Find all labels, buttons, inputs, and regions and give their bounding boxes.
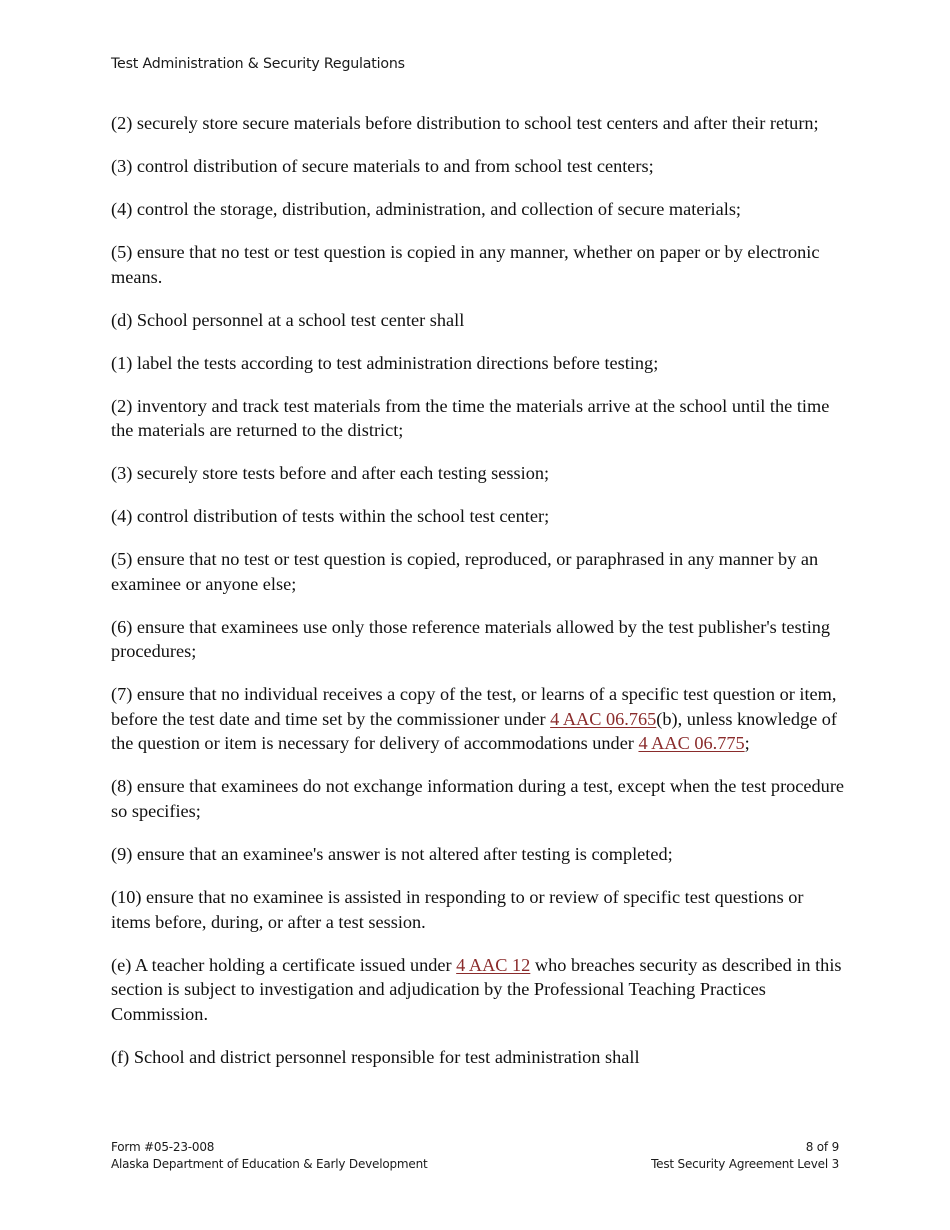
section-heading-d: (d) School personnel at a school test center shall	[111, 309, 465, 330]
paragraph-text: (b), unless knowledge of the question or item is necessary for delivery of accommodations under	[111, 708, 838, 754]
document-body	[111, 111, 846, 1088]
section-heading-f: (f) School and district personnel responsible for test administration shall	[111, 1046, 640, 1067]
paragraph: (5) ensure that no test or test question is copied in any manner, whether on paper or by electronic means.	[111, 241, 820, 287]
regulation-link-4-aac-06-775[interactable]: 4 AAC 06.775	[638, 733, 745, 754]
paragraph-text: ;	[744, 733, 750, 754]
paragraph: (4) control the storage, distribution, administration, and collection of secure materials;	[111, 198, 742, 219]
paragraph: (8) ensure that examinees do not exchange information during a test, except when the test procedure so specifies;	[111, 776, 845, 821]
paragraph: (1) label the tests according to test administration directions before testing;	[111, 352, 659, 373]
paragraph: (2) inventory and track test materials from the time the materials arrive at the school until the time the materials are returned to the district;	[111, 395, 830, 441]
paragraph: (2) securely store secure materials before distribution to school test centers and after their return;	[111, 113, 819, 133]
paragraph: (4) control distribution of tests within the school test center;	[111, 506, 550, 527]
paragraph-text: who breaches security as described in this section is subject to investigation and adjudication by the Professional Teaching Practices Commission.	[111, 954, 842, 1024]
footer-right	[651, 1139, 839, 1173]
page-header-title: Test Administration & Security Regulations	[111, 56, 405, 72]
page-number: 8 of 9	[805, 1140, 839, 1154]
paragraph-text: (7) ensure that no individual receives a copy of the test, or learns of a specific test question or item, before the test date and time set by the commissioner under	[111, 684, 837, 729]
paragraph: (3) securely store tests before and after each testing session;	[111, 463, 550, 484]
regulation-link-4-aac-06-765[interactable]: 4 AAC 06.765	[550, 708, 657, 729]
paragraph: (10) ensure that no examinee is assisted in responding to or review of specific test questions or items before, during, or after a test session.	[111, 886, 804, 932]
paragraph: (6) ensure that examinees use only those reference materials allowed by the test publisher's testing procedures;	[111, 616, 831, 662]
department-name: Alaska Department of Education & Early Development	[111, 1157, 428, 1171]
paragraph: (3) control distribution of secure materials to and from school test centers;	[111, 155, 654, 176]
page-footer	[111, 1139, 839, 1173]
form-number: Form #05-23-008	[111, 1140, 215, 1154]
paragraph-with-links	[111, 682, 846, 756]
document-title: Test Security Agreement Level 3	[651, 1157, 839, 1171]
regulation-link-4-aac-12[interactable]: 4 AAC 12	[456, 954, 531, 975]
footer-left	[111, 1139, 428, 1173]
paragraph: (9) ensure that an examinee's answer is not altered after testing is completed;	[111, 843, 673, 864]
paragraph-text: (e) A teacher holding a certificate issued under	[111, 954, 457, 975]
paragraph-with-link	[111, 953, 846, 1027]
paragraph: (5) ensure that no test or test question is copied, reproduced, or paraphrased in any manner by an examinee or anyone else;	[111, 549, 819, 594]
